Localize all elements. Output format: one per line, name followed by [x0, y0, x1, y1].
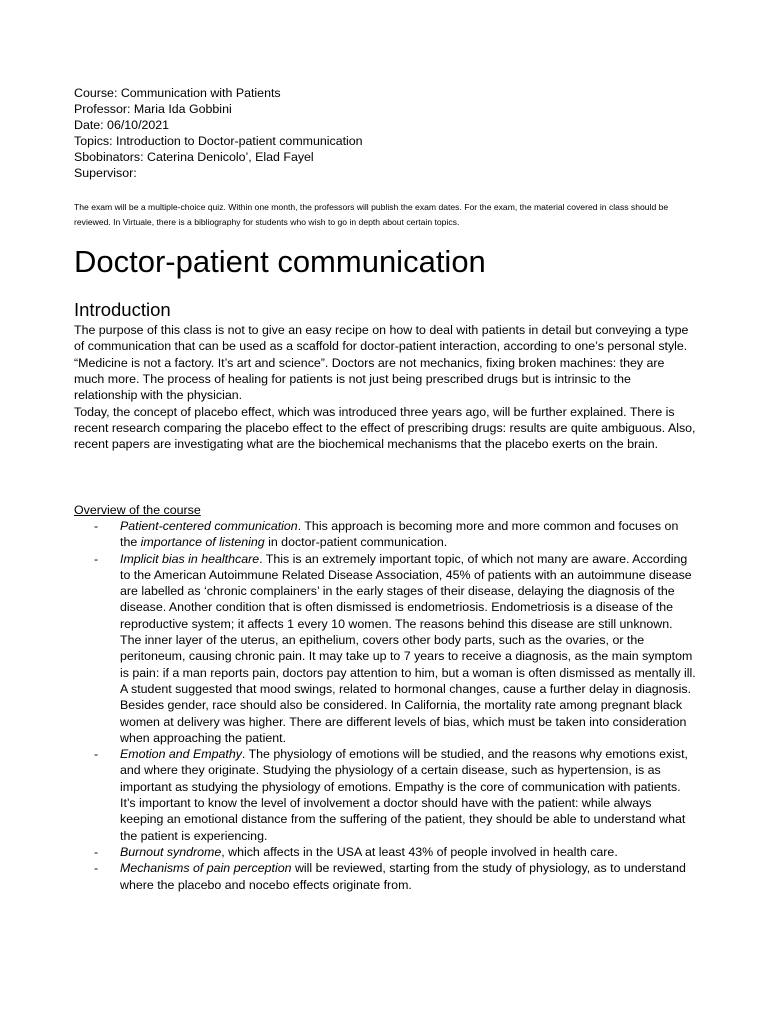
topic-name: Burnout syndrome [120, 844, 222, 859]
list-dash: - [94, 551, 99, 566]
list-item [74, 746, 696, 844]
intro-paragraph: Today, the concept of placebo effect, which was introduced three years ago, will be further explained. There is recent research comparing the placebo effect to the effect of prescribing drugs: results are quite ambiguous. Also, recent papers are investigating what are the biochemical mechanisms that the placebo exerts on the brain. [74, 404, 696, 452]
course-line: Course: Communication with Patients [74, 86, 281, 100]
topic-name: Mechanisms of pain perception [120, 861, 292, 876]
topic-text: . This is an extremely important topic, of which not many are aware. According to the American Autoimmune Related Disease Association, 45% of patients with an autoimmune disease are labelled as ‘chronic complainers’ in the early stages of their disease, delaying the diagnosis of the disease. Another condition that is often dismissed is endometriosis. Endometriosis is a disease of the reproductive system; it affects 1 every 10 women. The reasons behind this disease are still unknown. The inner layer of the uterus, an epithelium, covers other body parts, such as the ovaries, or the peritoneum, causing chronic pain. It may take up to 7 years to receive a diagnosis, as the main symptom is pain: if a man reports pain, doctors pay attention to him, but a woman is often dismissed as mentally ill. A student suggested that mood swings, related to hormonal changes, cause a further delay in diagnosis. Besides gender, race should also be considered. In California, the mortality rate among pregnant black women at delivery was higher. There are different levels of bias, which must be taken into consideration when approaching the patient. [120, 551, 696, 745]
introduction-heading: Introduction [74, 299, 171, 320]
topic-name: Emotion and Empathy [120, 747, 242, 762]
topic-text-end: in doctor-patient communication. [264, 535, 448, 550]
topics-line: Topics: Introduction to Doctor-patient communication [74, 134, 363, 149]
list-dash: - [94, 747, 99, 762]
exam-note: The exam will be a multiple-choice quiz. Within one month, the professors will publish the exam dates. For the exam, the material covered in class should be reviewed. In Virtuale, there is a bibliography for students who wish to go in depth about certain topics. [74, 202, 669, 227]
document-header [74, 85, 363, 182]
intro-paragraph: The purpose of this class is not to give an easy recipe on how to deal with patients in detail but conveying a type of communication that can be used as a scaffold for doctor-patient interaction, according to one’s personal style. [74, 323, 689, 354]
sbobinators-line: Sbobinators: Caterina Denicolo’, Elad Fayel [74, 150, 314, 165]
list-item [74, 551, 696, 747]
supervisor-line: Supervisor: [74, 166, 137, 181]
page-title: Doctor-patient communication [74, 244, 486, 279]
topic-name: Patient-centered communication [120, 519, 298, 533]
list-dash: - [94, 519, 99, 533]
introduction-body [74, 322, 696, 453]
topic-text: , which affects in the USA at least 43% of people involved in health care. [221, 844, 618, 859]
topic-name: Implicit bias in healthcare [120, 551, 260, 566]
list-dash: - [94, 844, 99, 859]
overview-heading: Overview of the course [74, 503, 201, 517]
topic-text: . This approach is becoming more and more common and focuses on the [120, 519, 679, 550]
list-item [74, 518, 696, 551]
list-item [74, 860, 696, 893]
topic-text: . The physiology of emotions will be studied, and the reasons why emotions exist, and where they originate. Studying the physiology of a certain disease, such as hypertension, is as important as studying the physiology of emotions. Empathy is the core of communication with patients. It’s important to know the level of involvement a doctor should have with the patient: while always keeping an emotional distance from the suffering of the patient, they should be able to understand what the patient is experiencing. [120, 747, 688, 843]
professor-line: Professor: Maria Ida Gobbini [74, 102, 232, 117]
topic-text: will be reviewed, starting from the study of physiology, as to understand where the placebo and nocebo effects originate from. [120, 861, 686, 892]
intro-paragraph: “Medicine is not a factory. It’s art and science”. Doctors are not mechanics, fixing broken machines: they are much more. The process of healing for patients is not just being prescribed drugs but is intrinsic to the relationship with the physician. [74, 355, 665, 403]
date-line: Date: 06/10/2021 [74, 118, 170, 133]
list-dash: - [94, 861, 99, 876]
topic-emphasis: importance of listening [140, 535, 265, 550]
course-topic-list [74, 518, 696, 893]
list-item [74, 844, 696, 860]
